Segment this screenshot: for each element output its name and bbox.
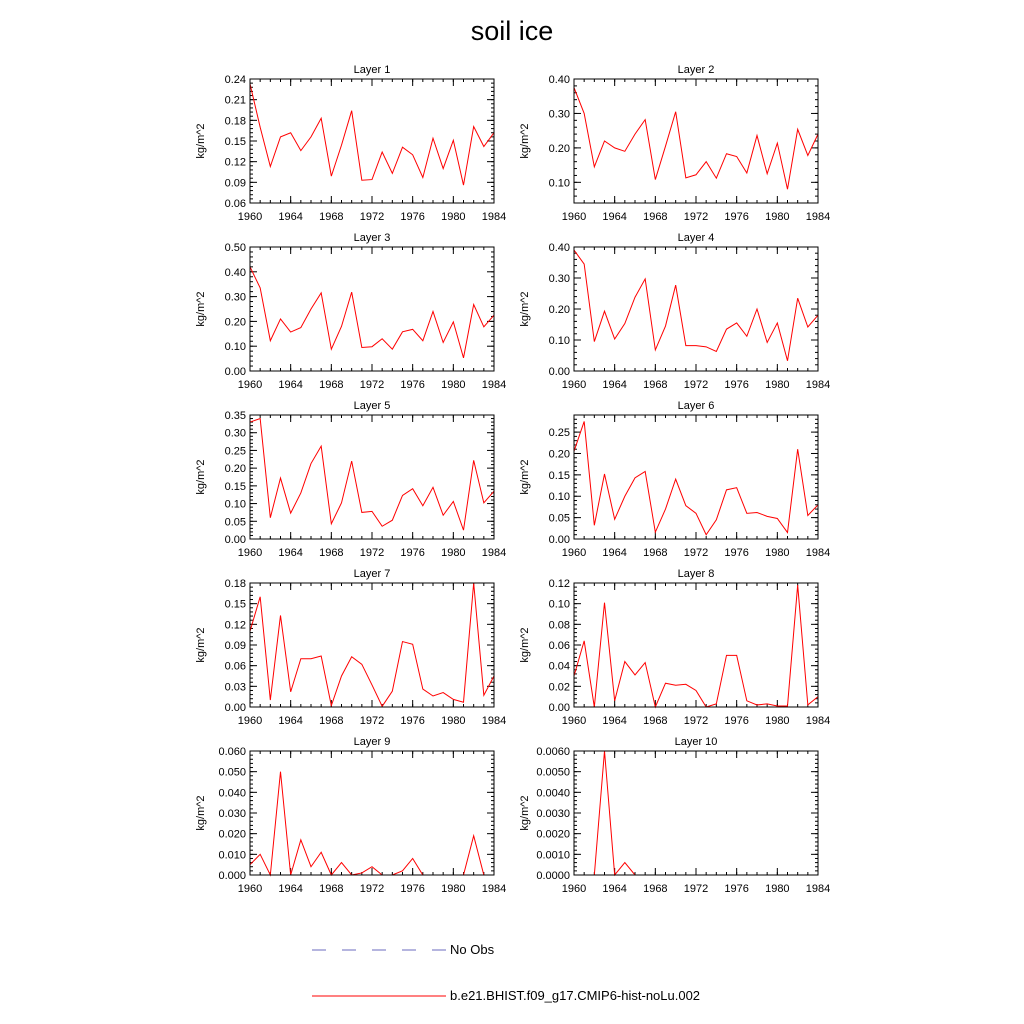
y-tick-label: 0.24 <box>224 74 246 86</box>
y-tick-label: 0.10 <box>548 177 570 190</box>
x-tick-label: 1976 <box>400 379 425 391</box>
y-tick-label: 0.25 <box>548 427 570 440</box>
y-tick-label: 0.20 <box>548 448 570 461</box>
x-tick-label: 1980 <box>441 211 466 223</box>
x-tick-label: 1980 <box>765 883 790 895</box>
series-line <box>574 421 818 534</box>
y-tick-label: 0.20 <box>224 463 246 476</box>
panel-title: Layer 1 <box>353 64 391 76</box>
panel-layer-8 <box>519 568 830 727</box>
y-tick-label: 0.10 <box>548 335 570 347</box>
y-tick-label: 0.0010 <box>536 849 570 862</box>
y-tick-label: 0.18 <box>224 115 246 128</box>
series-line <box>574 250 818 361</box>
y-tick-label: 0.12 <box>224 619 246 632</box>
panel-layer-6 <box>519 400 830 559</box>
x-tick-label: 1968 <box>643 211 668 223</box>
y-tick-label: 0.15 <box>224 598 246 611</box>
y-axis-label: kg/m^2 <box>195 291 207 327</box>
y-tick-label: 0.20 <box>224 316 246 329</box>
y-tick-label: 0.00 <box>224 366 246 378</box>
x-tick-label: 1984 <box>805 883 831 895</box>
panel-layer-7 <box>195 568 506 727</box>
x-tick-label: 1980 <box>441 715 466 727</box>
panel-title: Layer 3 <box>353 232 391 244</box>
y-axis-label: kg/m^2 <box>195 627 207 663</box>
panel-title: Layer 9 <box>353 736 391 748</box>
x-tick-label: 1980 <box>765 547 790 559</box>
y-tick-label: 0.10 <box>224 498 246 511</box>
panel-frame <box>574 583 818 707</box>
x-tick-label: 1960 <box>237 379 263 391</box>
series-line <box>574 585 818 707</box>
y-axis-label: kg/m^2 <box>519 291 531 327</box>
panel-title: Layer 10 <box>674 736 718 748</box>
x-tick-label: 1968 <box>319 547 344 559</box>
x-tick-label: 1972 <box>359 547 385 559</box>
y-tick-label: 0.00 <box>224 534 246 546</box>
x-tick-label: 1980 <box>765 715 790 727</box>
y-tick-label: 0.40 <box>548 74 570 86</box>
x-tick-label: 1976 <box>400 883 425 895</box>
x-tick-label: 1972 <box>683 715 709 727</box>
y-axis-label: kg/m^2 <box>519 123 531 159</box>
x-tick-label: 1964 <box>602 883 627 895</box>
y-tick-label: 0.40 <box>548 242 570 254</box>
panel-frame <box>250 247 494 371</box>
y-tick-label: 0.0000 <box>536 870 570 882</box>
panel-title: Layer 4 <box>677 232 715 244</box>
x-tick-label: 1976 <box>400 547 425 559</box>
x-tick-label: 1976 <box>400 715 425 727</box>
y-tick-label: 0.10 <box>548 598 570 611</box>
x-tick-label: 1980 <box>765 211 790 223</box>
y-tick-label: 0.40 <box>224 266 246 279</box>
x-tick-label: 1960 <box>561 211 587 223</box>
y-tick-label: 0.020 <box>218 828 246 841</box>
panel-frame <box>574 751 818 875</box>
x-tick-label: 1972 <box>359 211 385 223</box>
x-tick-label: 1980 <box>441 379 466 391</box>
y-tick-label: 0.02 <box>548 681 570 694</box>
y-tick-label: 0.040 <box>218 787 246 800</box>
x-tick-label: 1984 <box>481 715 507 727</box>
panel-layer-10 <box>519 736 830 895</box>
y-tick-label: 0.05 <box>548 512 570 525</box>
x-tick-label: 1964 <box>278 715 303 727</box>
x-tick-label: 1984 <box>805 379 831 391</box>
y-tick-label: 0.0050 <box>536 766 570 779</box>
panel-frame <box>574 247 818 371</box>
x-tick-label: 1976 <box>724 547 749 559</box>
legend-model-label: b.e21.BHIST.f09_g17.CMIP6-hist-noLu.002 <box>450 988 701 1003</box>
y-axis-label: kg/m^2 <box>195 123 207 159</box>
y-tick-label: 0.15 <box>224 480 246 493</box>
series-line <box>250 583 494 706</box>
x-tick-label: 1960 <box>237 883 263 895</box>
series-line <box>574 751 818 875</box>
y-tick-label: 0.00 <box>224 702 246 714</box>
x-tick-label: 1964 <box>602 715 627 727</box>
y-tick-label: 0.0030 <box>536 808 570 820</box>
x-tick-label: 1972 <box>359 883 385 895</box>
y-tick-label: 0.35 <box>224 410 246 422</box>
panel-title: Layer 8 <box>677 568 715 580</box>
panel-title: Layer 5 <box>353 400 391 412</box>
y-tick-label: 0.12 <box>548 578 570 590</box>
x-tick-label: 1964 <box>278 547 303 559</box>
x-tick-label: 1968 <box>643 547 668 559</box>
x-tick-label: 1960 <box>237 715 263 727</box>
panel-frame <box>250 583 494 707</box>
panel-title: Layer 7 <box>353 568 391 580</box>
y-tick-label: 0.050 <box>218 766 246 779</box>
y-tick-label: 0.30 <box>548 108 570 121</box>
series-line <box>574 88 818 190</box>
y-axis-label: kg/m^2 <box>519 795 531 831</box>
y-tick-label: 0.50 <box>224 242 246 254</box>
y-tick-label: 0.10 <box>224 341 246 354</box>
x-tick-label: 1980 <box>765 379 790 391</box>
y-tick-label: 0.20 <box>548 142 570 155</box>
x-tick-label: 1980 <box>441 883 466 895</box>
x-tick-label: 1960 <box>237 547 263 559</box>
x-tick-label: 1968 <box>319 883 344 895</box>
y-tick-label: 0.00 <box>548 534 570 546</box>
y-axis-label: kg/m^2 <box>519 627 531 663</box>
panel-frame <box>574 415 818 539</box>
panel-layer-4 <box>519 232 830 391</box>
x-tick-label: 1984 <box>481 379 507 391</box>
y-tick-label: 0.06 <box>548 640 570 652</box>
y-tick-label: 0.00 <box>548 702 570 714</box>
legend-obs-swatch <box>312 943 448 957</box>
x-tick-label: 1968 <box>319 379 344 391</box>
panel-frame <box>250 79 494 203</box>
x-tick-label: 1984 <box>481 547 507 559</box>
y-tick-label: 0.06 <box>224 198 246 210</box>
x-tick-label: 1964 <box>602 211 627 223</box>
y-tick-label: 0.09 <box>224 640 246 652</box>
x-tick-label: 1976 <box>724 211 749 223</box>
x-tick-label: 1984 <box>481 211 507 223</box>
x-tick-label: 1960 <box>561 379 587 391</box>
y-tick-label: 0.030 <box>218 808 246 820</box>
panel-layer-1 <box>195 64 506 223</box>
legend-model <box>312 988 700 1003</box>
x-tick-label: 1960 <box>237 211 263 223</box>
x-tick-label: 1964 <box>602 379 627 391</box>
y-tick-label: 0.30 <box>224 291 246 304</box>
x-tick-label: 1976 <box>724 883 749 895</box>
series-line <box>250 84 494 185</box>
y-axis-label: kg/m^2 <box>195 459 207 495</box>
series-line <box>250 267 494 358</box>
x-tick-label: 1960 <box>561 547 587 559</box>
y-tick-label: 0.010 <box>218 849 246 862</box>
y-axis-label: kg/m^2 <box>519 459 531 495</box>
legend-obs <box>312 942 494 957</box>
x-tick-label: 1980 <box>441 547 466 559</box>
y-tick-label: 0.12 <box>224 156 246 169</box>
panel-frame <box>250 415 494 539</box>
y-tick-label: 0.15 <box>548 469 570 482</box>
y-tick-label: 0.21 <box>224 94 246 107</box>
x-tick-label: 1968 <box>319 715 344 727</box>
x-tick-label: 1960 <box>561 883 587 895</box>
x-tick-label: 1972 <box>683 883 709 895</box>
panel-layer-9 <box>195 736 506 895</box>
panel-layer-2 <box>519 64 830 223</box>
y-tick-label: 0.03 <box>224 681 246 694</box>
y-tick-label: 0.06 <box>224 660 246 673</box>
x-tick-label: 1972 <box>683 379 709 391</box>
x-tick-label: 1964 <box>602 547 627 559</box>
panel-frame <box>574 79 818 203</box>
panel-frame <box>250 751 494 875</box>
x-tick-label: 1968 <box>643 379 668 391</box>
y-tick-label: 0.30 <box>224 427 246 440</box>
y-tick-label: 0.08 <box>548 619 570 632</box>
y-tick-label: 0.05 <box>224 516 246 529</box>
x-tick-label: 1972 <box>683 547 709 559</box>
x-tick-label: 1976 <box>724 379 749 391</box>
y-tick-label: 0.0060 <box>536 746 570 758</box>
y-tick-label: 0.30 <box>548 273 570 285</box>
panel-layer-3 <box>195 232 506 391</box>
series-line <box>250 772 494 875</box>
y-tick-label: 0.0040 <box>536 787 570 800</box>
y-axis-label: kg/m^2 <box>195 795 207 831</box>
y-tick-label: 0.0020 <box>536 828 570 841</box>
y-tick-label: 0.18 <box>224 578 246 590</box>
y-tick-label: 0.25 <box>224 445 246 458</box>
x-tick-label: 1976 <box>400 211 425 223</box>
x-tick-label: 1984 <box>805 211 831 223</box>
x-tick-label: 1968 <box>643 883 668 895</box>
x-tick-label: 1964 <box>278 379 303 391</box>
y-tick-label: 0.09 <box>224 177 246 190</box>
x-tick-label: 1964 <box>278 211 303 223</box>
x-tick-label: 1972 <box>359 379 385 391</box>
x-tick-label: 1964 <box>278 883 303 895</box>
y-tick-label: 0.15 <box>224 136 246 148</box>
panel-title: Layer 6 <box>677 400 715 412</box>
legend-model-swatch <box>312 989 448 1003</box>
x-tick-label: 1984 <box>805 547 831 559</box>
panel-title: Layer 2 <box>677 64 715 76</box>
x-tick-label: 1972 <box>683 211 709 223</box>
legend-obs-label: No Obs <box>450 942 495 957</box>
y-tick-label: 0.000 <box>218 870 246 882</box>
x-tick-label: 1976 <box>724 715 749 727</box>
x-tick-label: 1972 <box>359 715 385 727</box>
panel-layer-5 <box>195 400 506 559</box>
x-tick-label: 1968 <box>319 211 344 223</box>
x-tick-label: 1968 <box>643 715 668 727</box>
y-tick-label: 0.060 <box>218 746 246 758</box>
y-tick-label: 0.04 <box>548 660 570 673</box>
x-tick-label: 1960 <box>561 715 587 727</box>
y-tick-label: 0.10 <box>548 491 570 504</box>
x-tick-label: 1984 <box>805 715 831 727</box>
series-line <box>250 419 494 531</box>
y-tick-label: 0.00 <box>548 366 570 378</box>
x-tick-label: 1984 <box>481 883 507 895</box>
figure-title: soil ice <box>470 16 554 46</box>
y-tick-label: 0.20 <box>548 304 570 316</box>
